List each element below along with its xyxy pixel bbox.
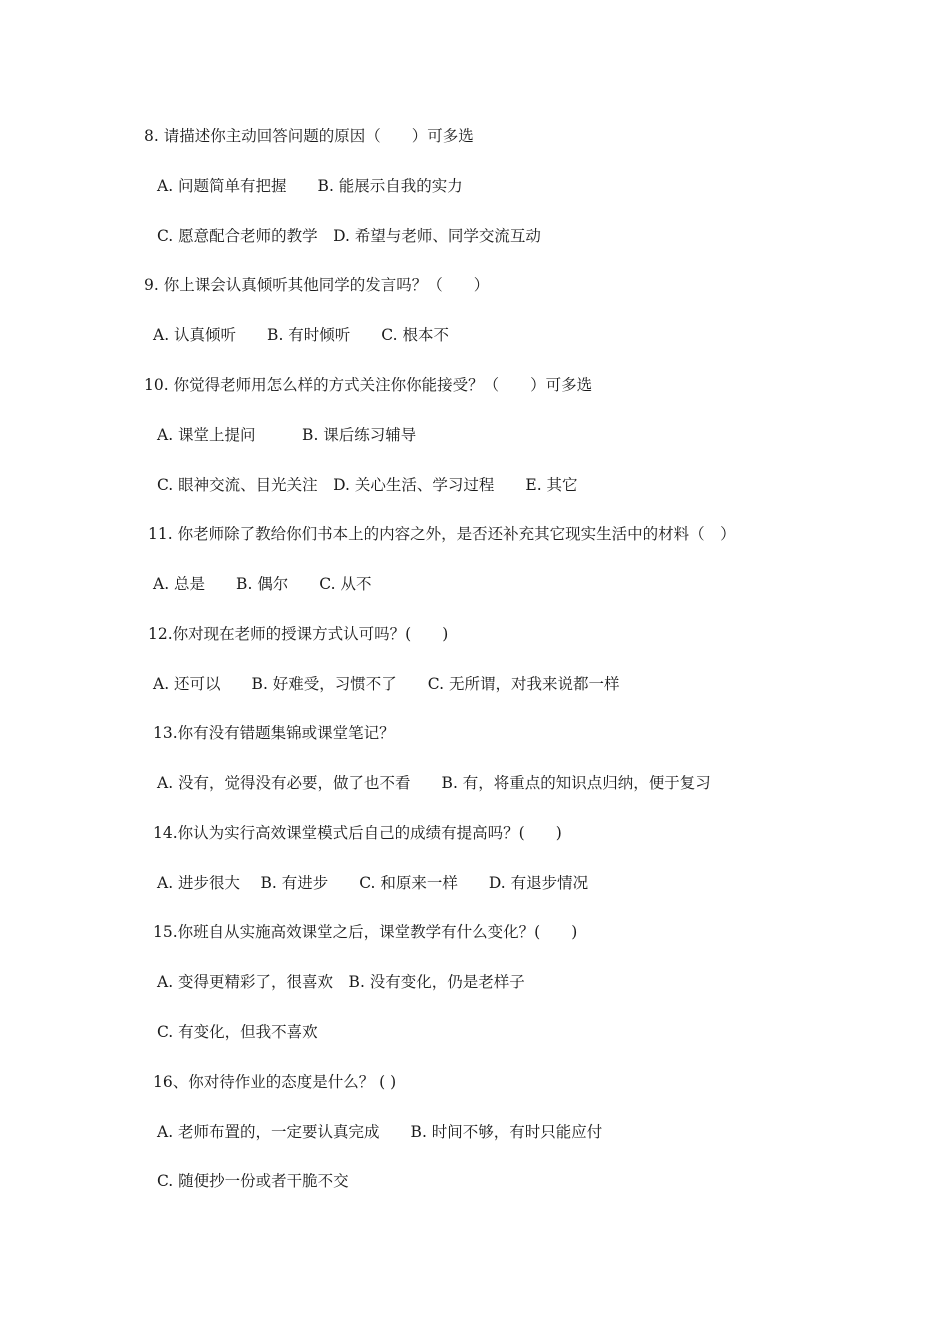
question-11-options: A. 总是 B. 偶尔 C. 从不	[153, 575, 372, 593]
question-15-options-c: C. 有变化，但我不喜欢	[157, 1023, 318, 1041]
question-10: 10. 你觉得老师用怎么样的方式关注你你能接受？（ ）可多选	[144, 376, 593, 394]
question-14: 14.你认为实行高效课堂模式后自己的成绩有提高吗？( )	[153, 824, 562, 842]
question-16-options-c: C. 随便抄一份或者干脆不交	[157, 1172, 349, 1190]
question-14-options: A. 进步很大 B. 有进步 C. 和原来一样 D. 有退步情况	[157, 874, 589, 892]
question-12-options: A. 还可以 B. 好难受，习惯不了 C. 无所谓，对我来说都一样	[153, 675, 620, 693]
question-10-options-cde: C. 眼神交流、目光关注 D. 关心生活、学习过程 E. 其它	[157, 476, 578, 494]
question-8-options-cd: C. 愿意配合老师的教学 D. 希望与老师、同学交流互动	[157, 227, 541, 245]
question-12: 12.你对现在老师的授课方式认可吗？( )	[148, 625, 449, 643]
question-8-options-ab: A. 问题简单有把握 B. 能展示自我的实力	[157, 177, 463, 195]
question-13: 13.你有没有错题集锦或课堂笔记？	[153, 724, 395, 742]
question-9: 9. 你上课会认真倾听其他同学的发言吗？（ ）	[144, 276, 490, 294]
question-9-options: A. 认真倾听 B. 有时倾听 C. 根本不	[153, 326, 449, 344]
question-15: 15.你班自从实施高效课堂之后，课堂教学有什么变化？( )	[153, 923, 578, 941]
question-11: 11. 你老师除了教给你们书本上的内容之外，是否还补充其它现实生活中的材料（ ）	[148, 525, 736, 543]
question-16: 16、你对待作业的态度是什么？ ( )	[153, 1073, 397, 1091]
question-16-options-ab: A. 老师布置的，一定要认真完成 B. 时间不够，有时只能应付	[157, 1123, 603, 1141]
question-15-options-ab: A. 变得更精彩了，很喜欢 B. 没有变化，仍是老样子	[157, 973, 525, 991]
question-13-options: A. 没有，觉得没有必要，做了也不看 B. 有，将重点的知识点归纳，便于复习	[157, 774, 711, 792]
question-8: 8. 请描述你主动回答问题的原因（ ）可多选	[144, 127, 474, 145]
question-10-options-ab: A. 课堂上提问 B. 课后练习辅导	[157, 426, 417, 444]
